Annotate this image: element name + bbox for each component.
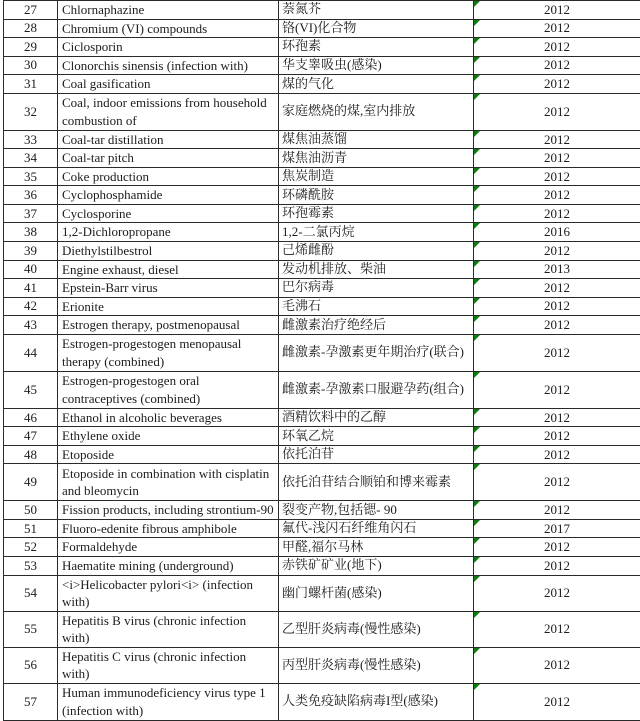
table-row [4,611,640,647]
year-cell [474,647,640,683]
year-cell [474,93,640,130]
table-row [4,130,640,149]
row-number-cell: 35 [4,167,58,186]
year-cell [474,56,640,75]
year-cell [474,464,640,501]
year-cell [474,519,640,538]
year-cell [474,538,640,557]
year-value: 2012 [544,243,570,258]
chinese-name-cell: 己烯雌酚 [279,242,474,261]
year-value: 2012 [544,169,570,184]
row-number-cell: 44 [4,334,58,371]
table-row [4,38,640,57]
year-cell [474,334,640,371]
year-value: 2012 [544,345,570,360]
year-value: 2012 [544,298,570,313]
chinese-name-cell: 1,2-二氯丙烷 [279,223,474,242]
english-name-cell: Fluoro-edenite fibrous amphibole [58,519,279,538]
row-number-cell: 51 [4,519,58,538]
year-cell [474,223,640,242]
year-value: 2012 [544,2,570,17]
english-name-cell: Chromium (VI) compounds [58,19,279,38]
year-value: 2012 [544,280,570,295]
table-row [4,464,640,501]
chinese-name-cell: 依托泊苷 [279,445,474,464]
chinese-name-cell: 幽门螺杆菌(感染) [279,575,474,611]
table-row [4,501,640,520]
chinese-name-cell: 依托泊苷结合顺铂和博来霉素 [279,464,474,501]
year-value: 2012 [544,382,570,397]
table-row [4,223,640,242]
table-row [4,334,640,371]
english-name-cell: Fission products, including strontium-90 [58,501,279,520]
table-row [4,279,640,298]
chinese-name-cell: 裂变产物,包括锶- 90 [279,501,474,520]
year-cell [474,445,640,464]
row-number-cell: 38 [4,223,58,242]
year-value: 2016 [544,224,570,239]
row-number-cell: 29 [4,38,58,57]
row-number-cell: 28 [4,19,58,38]
green-triangle-icon [474,316,480,322]
row-number-cell: 53 [4,557,58,576]
table-row [4,316,640,335]
green-triangle-icon [474,149,480,155]
table-row [4,408,640,427]
english-name-cell: Haematite mining (underground) [58,557,279,576]
row-number-cell: 45 [4,371,58,408]
year-cell [474,204,640,223]
year-cell [474,279,640,298]
year-value: 2012 [544,57,570,72]
table-row [4,260,640,279]
table-row [4,75,640,94]
row-number-cell: 31 [4,75,58,94]
year-cell [474,683,640,720]
green-triangle-icon [474,242,480,248]
chinese-name-cell: 发动机排放、柴油 [279,260,474,279]
year-cell [474,611,640,647]
table-row [4,538,640,557]
row-number-cell: 42 [4,297,58,316]
table-row [4,186,640,205]
table-row [4,93,640,130]
row-number-cell: 47 [4,427,58,446]
row-number-cell: 33 [4,130,58,149]
row-number-cell: 46 [4,408,58,427]
row-number-cell: 36 [4,186,58,205]
green-triangle-icon [474,94,480,100]
green-triangle-icon [474,335,480,341]
green-triangle-icon [474,205,480,211]
green-triangle-icon [474,684,480,690]
year-cell [474,260,640,279]
year-value: 2012 [544,206,570,221]
table-row [4,204,640,223]
year-value: 2012 [544,539,570,554]
chinese-name-cell: 人类免疫缺陷病毒I型(感染) [279,683,474,720]
row-number-cell: 34 [4,149,58,168]
table-row [4,427,640,446]
green-triangle-icon [474,38,480,44]
row-number-cell: 30 [4,56,58,75]
table-row [4,557,640,576]
table-row [4,647,640,683]
year-value: 2012 [544,39,570,54]
english-name-cell: 1,2-Dichloropropane [58,223,279,242]
year-cell [474,501,640,520]
green-triangle-icon [474,538,480,544]
english-name-cell: Etoposide in combination with cisplatin and bleomycin [58,464,279,501]
english-name-cell: Human immunodeficiency virus type 1 (infection with) [58,683,279,720]
chinese-name-cell: 乙型肝炎病毒(慢性感染) [279,611,474,647]
row-number-cell: 55 [4,611,58,647]
year-value: 2012 [544,132,570,147]
english-name-cell: Coal gasification [58,75,279,94]
row-number-cell: 48 [4,445,58,464]
chinese-name-cell: 焦炭制造 [279,167,474,186]
english-name-cell: Engine exhaust, diesel [58,260,279,279]
english-name-cell: Ethanol in alcoholic beverages [58,408,279,427]
english-name-cell: Erionite [58,297,279,316]
table-row [4,371,640,408]
green-triangle-icon [474,57,480,63]
row-number-cell: 27 [4,1,58,20]
chinese-name-cell: 丙型肝炎病毒(慢性感染) [279,647,474,683]
english-name-cell: Hepatitis C virus (chronic infection with) [58,647,279,683]
year-value: 2012 [544,447,570,462]
year-cell [474,167,640,186]
year-value: 2012 [544,187,570,202]
chinese-name-cell: 雌激素治疗绝经后 [279,316,474,335]
year-cell [474,130,640,149]
chinese-name-cell: 酒精饮料中的乙醇 [279,408,474,427]
table-row [4,19,640,38]
english-name-cell: Formaldehyde [58,538,279,557]
row-number-cell: 40 [4,260,58,279]
table-row [4,242,640,261]
year-value: 2012 [544,621,570,636]
green-triangle-icon [474,186,480,192]
year-value: 2012 [544,428,570,443]
year-value: 2017 [544,521,570,536]
year-cell [474,149,640,168]
year-value: 2012 [544,76,570,91]
table-row [4,519,640,538]
row-number-cell: 37 [4,204,58,223]
year-cell [474,38,640,57]
year-cell [474,19,640,38]
chinese-name-cell: 萘氮芥 [279,1,474,20]
row-number-cell: 56 [4,647,58,683]
year-cell [474,575,640,611]
chinese-name-cell: 氟代-浅闪石纤维角闪石 [279,519,474,538]
row-number-cell: 32 [4,93,58,130]
chinese-name-cell: 铬(VI)化合物 [279,19,474,38]
year-value: 2012 [544,104,570,119]
green-triangle-icon [474,612,480,618]
green-triangle-icon [474,1,480,7]
table-row [4,1,640,20]
english-name-cell: Cyclosporine [58,204,279,223]
english-name-cell: Ethylene oxide [58,427,279,446]
row-number-cell: 57 [4,683,58,720]
english-name-cell: Estrogen therapy, postmenopausal [58,316,279,335]
year-cell [474,408,640,427]
chinese-name-cell: 家庭燃烧的煤,室内排放 [279,93,474,130]
chinese-name-cell: 巴尔病毒 [279,279,474,298]
year-cell [474,371,640,408]
year-cell [474,242,640,261]
row-number-cell: 50 [4,501,58,520]
chinese-name-cell: 雌激素-孕激素口服避孕药(组合) [279,371,474,408]
year-value: 2012 [544,474,570,489]
year-cell [474,316,640,335]
chinese-name-cell: 雌激素-孕激素更年期治疗(联合) [279,334,474,371]
chinese-name-cell: 甲醛,福尔马林 [279,538,474,557]
year-cell [474,557,640,576]
green-triangle-icon [474,372,480,378]
english-name-cell: Estrogen-progestogen oral contraceptives (combined) [58,371,279,408]
year-cell [474,297,640,316]
row-number-cell: 41 [4,279,58,298]
year-cell [474,1,640,20]
chinese-name-cell: 煤的气化 [279,75,474,94]
row-number-cell: 52 [4,538,58,557]
row-number-cell: 49 [4,464,58,501]
table-row [4,445,640,464]
english-name-cell: Diethylstilbestrol [58,242,279,261]
table-row [4,297,640,316]
chinese-name-cell: 赤铁矿矿业(地下) [279,557,474,576]
year-cell [474,427,640,446]
english-name-cell: Etoposide [58,445,279,464]
green-triangle-icon [474,298,480,304]
year-value: 2012 [544,502,570,517]
year-cell [474,186,640,205]
english-name-cell: <i>Helicobacter pylori<i> (infection with) [58,575,279,611]
year-value: 2013 [544,261,570,276]
english-name-cell: Chlornaphazine [58,1,279,20]
english-name-cell: Epstein-Barr virus [58,279,279,298]
green-triangle-icon [474,279,480,285]
table-row [4,167,640,186]
english-name-cell: Hepatitis B virus (chronic infection with) [58,611,279,647]
green-triangle-icon [474,576,480,582]
green-triangle-icon [474,223,480,229]
english-name-cell: Coal, indoor emissions from household combustion of [58,93,279,130]
row-number-cell: 43 [4,316,58,335]
green-triangle-icon [474,446,480,452]
green-triangle-icon [474,520,480,526]
green-triangle-icon [474,131,480,137]
year-value: 2012 [544,657,570,672]
english-name-cell: Coal-tar distillation [58,130,279,149]
green-triangle-icon [474,409,480,415]
green-triangle-icon [474,648,480,654]
english-name-cell: Coal-tar pitch [58,149,279,168]
green-triangle-icon [474,261,480,267]
chinese-name-cell: 环孢素 [279,38,474,57]
table-body [4,1,640,721]
table-row [4,575,640,611]
green-triangle-icon [474,168,480,174]
english-name-cell: Estrogen-progestogen menopausal therapy (combined) [58,334,279,371]
row-number-cell: 39 [4,242,58,261]
chinese-name-cell: 煤焦油沥青 [279,149,474,168]
row-number-cell: 54 [4,575,58,611]
year-cell [474,75,640,94]
table-row [4,149,640,168]
green-triangle-icon [474,427,480,433]
year-value: 2012 [544,317,570,332]
english-name-cell: Clonorchis sinensis (infection with) [58,56,279,75]
year-value: 2012 [544,585,570,600]
chinese-name-cell: 华支睾吸虫(感染) [279,56,474,75]
green-triangle-icon [474,464,480,470]
english-name-cell: Ciclosporin [58,38,279,57]
english-name-cell: Cyclophosphamide [58,186,279,205]
year-value: 2012 [544,410,570,425]
green-triangle-icon [474,20,480,26]
table-row [4,683,640,720]
year-value: 2012 [544,150,570,165]
chinese-name-cell: 煤焦油蒸馏 [279,130,474,149]
chinese-name-cell: 环磷酰胺 [279,186,474,205]
table-row [4,56,640,75]
chinese-name-cell: 毛沸石 [279,297,474,316]
year-value: 2012 [544,20,570,35]
chinese-name-cell: 环氧乙烷 [279,427,474,446]
chinese-name-cell: 环孢霉素 [279,204,474,223]
green-triangle-icon [474,501,480,507]
year-value: 2012 [544,558,570,573]
carcinogen-table [3,0,640,721]
green-triangle-icon [474,75,480,81]
english-name-cell: Coke production [58,167,279,186]
green-triangle-icon [474,557,480,563]
year-value: 2012 [544,694,570,709]
